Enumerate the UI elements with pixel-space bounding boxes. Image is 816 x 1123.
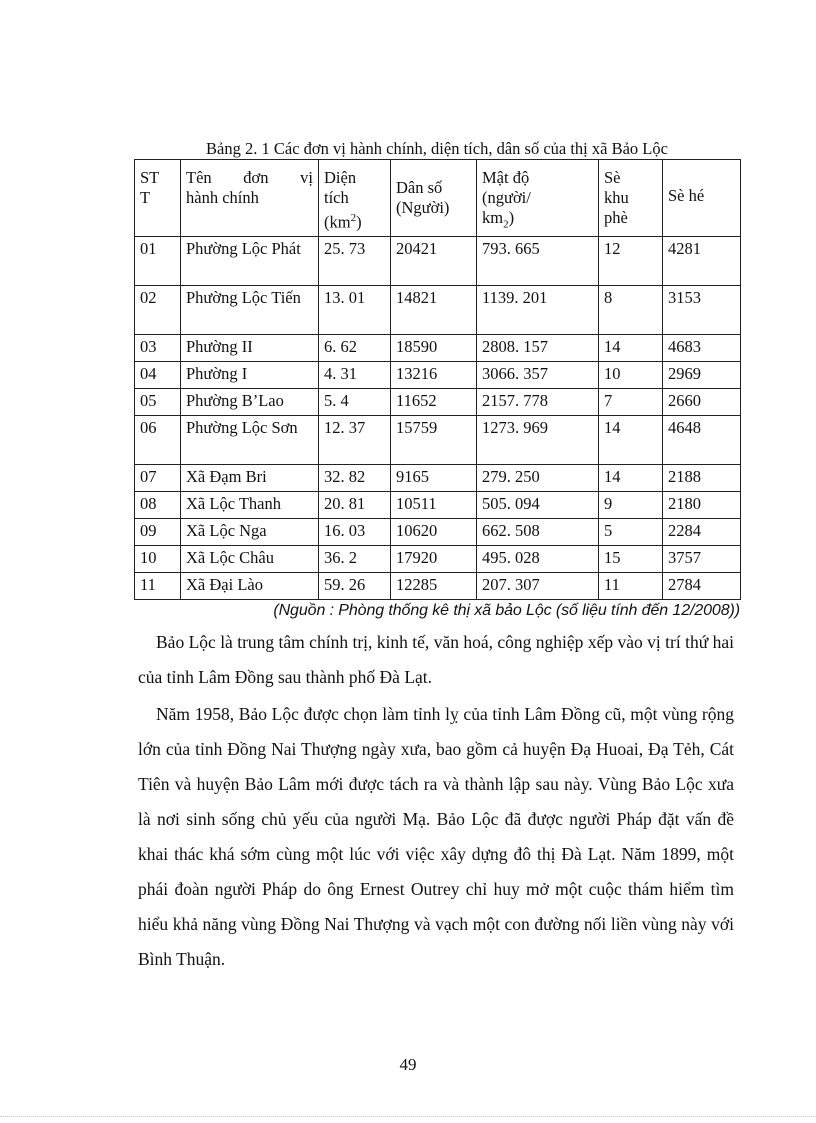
cell-stt: 05 [135, 389, 181, 416]
cell-density: 207. 307 [477, 573, 599, 600]
cell-households: 4683 [663, 335, 741, 362]
cell-name: Phường II [181, 335, 319, 362]
header-stt: ST T [135, 160, 181, 237]
cell-households: 3153 [663, 286, 741, 335]
table-row [135, 335, 741, 362]
cell-blocks: 15 [599, 546, 663, 573]
cell-density: 495. 028 [477, 546, 599, 573]
table-row [135, 465, 741, 492]
cell-name: Phường Lộc Phát [181, 237, 319, 286]
cell-area: 36. 2 [319, 546, 391, 573]
cell-population: 11652 [391, 389, 477, 416]
cell-blocks: 11 [599, 573, 663, 600]
cell-stt: 11 [135, 573, 181, 600]
cell-stt: 03 [135, 335, 181, 362]
header-blocks: Sè khu phè [599, 160, 663, 237]
paragraph-2: Năm 1958, Bảo Lộc được chọn làm tỉnh lỵ của tỉnh Lâm Đồng cũ, một vùng rộng lớn của tỉnh Đồng Nai Thượng ngày xưa, bao gồm cả huyện Đạ Huoai, Đạ Tẻh, Cát Tiên và huyện Bảo Lâm mới được tách ra và thành lập sau này. Vùng Bảo Lộc xưa là nơi sinh sống chủ yếu của người Mạ. Bảo Lộc đã được người Pháp đặt vấn đề khai thác khá sớm cùng một lúc với việc xây dựng đô thị Đà Lạt. Năm 1899, một phái đoàn người Pháp do ông Ernest Outrey chỉ huy mở một cuộc thám hiểm tìm hiểu khả năng vùng Đồng Nai Thượng và vạch một con đường nối liền vùng này với Bình Thuận. [138, 704, 734, 969]
cell-households: 3757 [663, 546, 741, 573]
cell-area: 59. 26 [319, 573, 391, 600]
source-note: (Nguồn : Phòng thống kê thị xã bảo Lộc (số liệu tính đến 12/2008)) [273, 602, 740, 619]
header-unit-name: Tên đơn vị hành chính [181, 160, 319, 237]
header-density: Mật độ (người/ $km_2$) [477, 160, 599, 237]
table-row [135, 362, 741, 389]
cell-blocks: 14 [599, 335, 663, 362]
cell-households: 2784 [663, 573, 741, 600]
table-row [135, 492, 741, 519]
cell-blocks: 8 [599, 286, 663, 335]
admin-units-table [134, 159, 741, 600]
cell-density: 3066. 357 [477, 362, 599, 389]
cell-name: Xã Lộc Châu [181, 546, 319, 573]
page-number: 49 [399, 1055, 417, 1074]
cell-stt: 10 [135, 546, 181, 573]
table-row [135, 573, 741, 600]
cell-blocks: 5 [599, 519, 663, 546]
cell-name: Xã Lộc Thanh [181, 492, 319, 519]
cell-area: 25. 73 [319, 237, 391, 286]
cell-density: 2157. 778 [477, 389, 599, 416]
cell-population: 20421 [391, 237, 477, 286]
cell-stt: 04 [135, 362, 181, 389]
table-row [135, 237, 741, 286]
cell-density: 793. 665 [477, 237, 599, 286]
cell-population: 13216 [391, 362, 477, 389]
table-header-row [135, 160, 741, 237]
cell-density: 2808. 157 [477, 335, 599, 362]
cell-households: 2284 [663, 519, 741, 546]
cell-households: 2180 [663, 492, 741, 519]
cell-density: 662. 508 [477, 519, 599, 546]
cell-name: Xã Đại Lào [181, 573, 319, 600]
cell-stt: 09 [135, 519, 181, 546]
table-row [135, 416, 741, 465]
cell-name: Phường I [181, 362, 319, 389]
cell-area: 6. 62 [319, 335, 391, 362]
cell-population: 17920 [391, 546, 477, 573]
cell-population: 15759 [391, 416, 477, 465]
cell-stt: 07 [135, 465, 181, 492]
cell-population: 12285 [391, 573, 477, 600]
cell-stt: 06 [135, 416, 181, 465]
cell-blocks: 9 [599, 492, 663, 519]
cell-blocks: 10 [599, 362, 663, 389]
cell-stt: 02 [135, 286, 181, 335]
cell-area: 16. 03 [319, 519, 391, 546]
cell-density: 1139. 201 [477, 286, 599, 335]
table-row [135, 519, 741, 546]
cell-population: 10620 [391, 519, 477, 546]
cell-households: 2660 [663, 389, 741, 416]
cell-population: 10511 [391, 492, 477, 519]
cell-blocks: 14 [599, 465, 663, 492]
cell-households: 4648 [663, 416, 741, 465]
cell-name: Phường B’Lao [181, 389, 319, 416]
cell-name: Xã Lộc Nga [181, 519, 319, 546]
cell-households: 2969 [663, 362, 741, 389]
header-population: Dân số (Người) [391, 160, 477, 237]
cell-blocks: 14 [599, 416, 663, 465]
cell-population: 9165 [391, 465, 477, 492]
cell-area: 13. 01 [319, 286, 391, 335]
paragraph-1: Bảo Lộc là trung tâm chính trị, kinh tế, văn hoá, công nghiệp xếp vào vị trí thứ hai của tỉnh Lâm Đồng sau thành phố Đà Lạt. [138, 632, 734, 687]
cell-stt: 01 [135, 237, 181, 286]
cell-population: 14821 [391, 286, 477, 335]
cell-area: 32. 82 [319, 465, 391, 492]
cell-name: Phường Lộc Sơn [181, 416, 319, 465]
cell-households: 4281 [663, 237, 741, 286]
table-row [135, 389, 741, 416]
footer-divider [0, 1116, 816, 1117]
cell-blocks: 7 [599, 389, 663, 416]
table-row [135, 286, 741, 335]
header-households: Sè hé [663, 160, 741, 237]
cell-name: Xã Đạm Bri [181, 465, 319, 492]
cell-area: 4. 31 [319, 362, 391, 389]
header-area: Diện tích $(km^2)$ [319, 160, 391, 237]
cell-density: 279. 250 [477, 465, 599, 492]
cell-population: 18590 [391, 335, 477, 362]
table-row [135, 546, 741, 573]
cell-area: 5. 4 [319, 389, 391, 416]
cell-blocks: 12 [599, 237, 663, 286]
cell-density: 1273. 969 [477, 416, 599, 465]
cell-households: 2188 [663, 465, 741, 492]
cell-density: 505. 094 [477, 492, 599, 519]
cell-name: Phường Lộc Tiến [181, 286, 319, 335]
table-body [135, 237, 741, 600]
cell-area: 12. 37 [319, 416, 391, 465]
cell-area: 20. 81 [319, 492, 391, 519]
cell-stt: 08 [135, 492, 181, 519]
table-caption: Bảng 2. 1 Các đơn vị hành chính, diện tích, dân số của thị xã Bảo Lộc [206, 139, 668, 158]
